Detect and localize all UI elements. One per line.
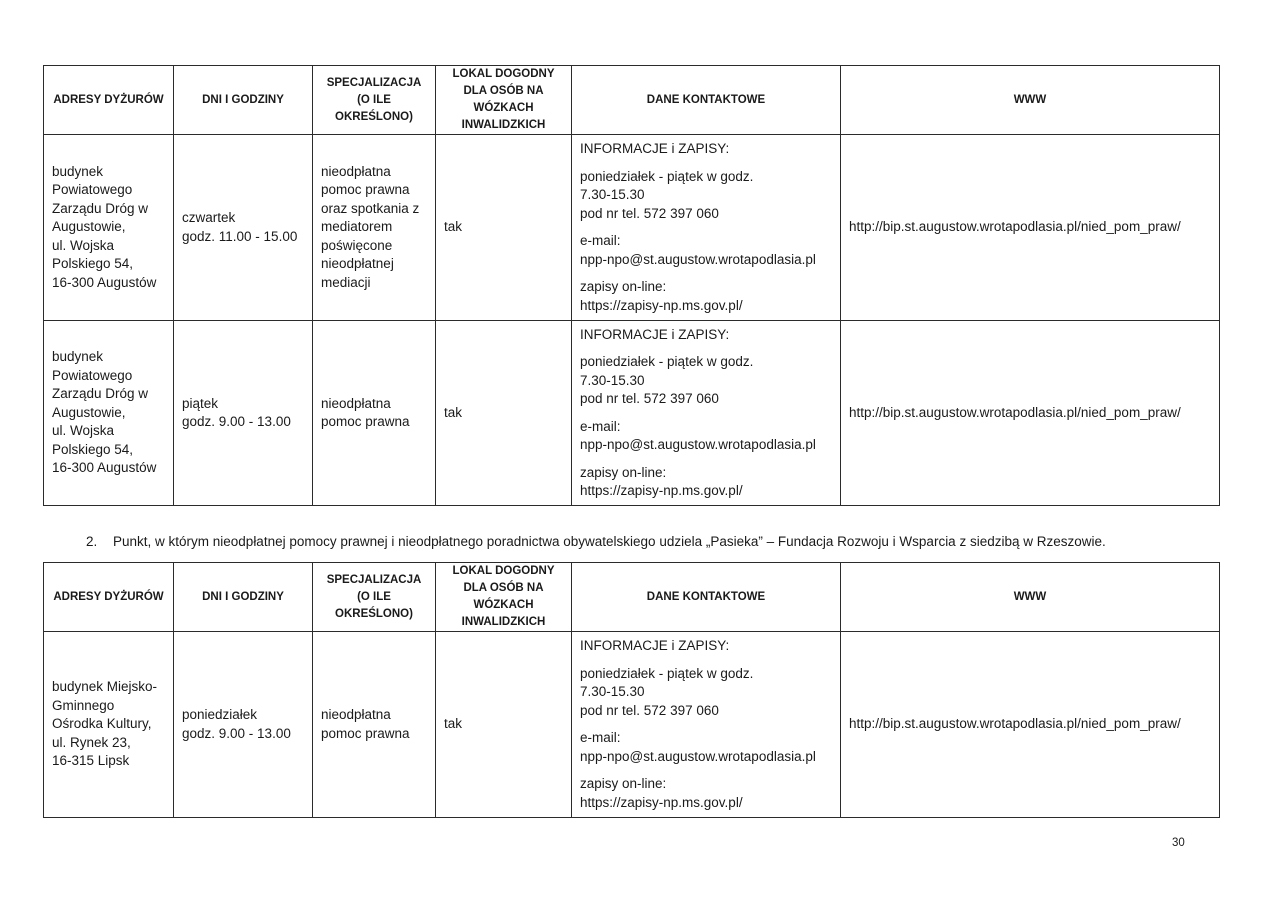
days-cell: czwartek godz. 11.00 - 15.00 [174, 135, 313, 321]
table-header-row [44, 66, 1220, 135]
email-link[interactable]: npp-npo@st.augustow.wrotapodlasia.pl [580, 748, 816, 764]
specialization-cell: nieodpłatna pomoc prawna [313, 632, 436, 818]
header-contact: DANE KONTAKTOWE [572, 563, 841, 632]
contact-cell [572, 632, 841, 818]
specialization-cell: nieodpłatna pomoc prawna oraz spotkania z mediatorem poświęcone nieodpłatnej mediacji [313, 135, 436, 321]
days-cell: piątek godz. 9.00 - 13.00 [174, 321, 313, 506]
table-header-row [44, 563, 1220, 632]
header-www: WWW [841, 66, 1220, 135]
online-booking-link[interactable]: https://zapisy-np.ms.gov.pl/ [580, 483, 743, 498]
contact-info-label: INFORMACJE i ZAPISY: [580, 638, 730, 653]
header-address: ADRESY DYŻURÓW [44, 66, 174, 135]
wheelchair-cell: tak [436, 135, 572, 321]
www-cell [841, 135, 1220, 321]
contact-online: zapisy on-line: https://zapisy-np.ms.gov.pl/ [580, 464, 832, 501]
header-contact: DANE KONTAKTOWE [572, 66, 841, 135]
duty-table-1 [43, 65, 1220, 506]
contact-email: e-mail: npp-npo@st.augustow.wrotapodlasia.pl [580, 418, 832, 455]
table-row [44, 321, 1220, 506]
wheelchair-cell: tak [436, 321, 572, 506]
contact-hours: poniedziałek - piątek w godz. 7.30-15.30 pod nr tel. 572 397 060 [580, 168, 754, 221]
contact-info-label: INFORMACJE i ZAPISY: [580, 141, 730, 156]
days-cell: poniedziałek godz. 9.00 - 13.00 [174, 632, 313, 818]
header-specialization: SPECJALIZACJA (O ILE OKREŚLONO) [313, 563, 436, 632]
email-link[interactable]: npp-npo@st.augustow.wrotapodlasia.pl [580, 251, 816, 267]
email-link[interactable]: npp-npo@st.augustow.wrotapodlasia.pl [580, 437, 816, 452]
online-booking-link[interactable]: https://zapisy-np.ms.gov.pl/ [580, 794, 743, 810]
contact-info-label: INFORMACJE i ZAPISY: [580, 326, 730, 342]
header-wheelchair: LOKAL DOGODNY DLA OSÓB NA WÓZKACH INWALIDZKICH [436, 563, 572, 632]
contact-email: e-mail: npp-npo@st.augustow.wrotapodlasia.pl [580, 729, 832, 766]
table-row [44, 135, 1220, 321]
header-days: DNI I GODZINY [174, 563, 313, 632]
contact-online: zapisy on-line: https://zapisy-np.ms.gov.pl/ [580, 775, 832, 812]
header-wheelchair: LOKAL DOGODNY DLA OSÓB NA WÓZKACH INWALIDZKICH [436, 66, 572, 135]
section-heading [86, 533, 1106, 551]
page-number: 30 [1172, 837, 1185, 849]
contact-hours: poniedziałek - piątek w godz. 7.30-15.30 pod nr tel. 572 397 060 [580, 354, 754, 406]
wheelchair-cell: tak [436, 632, 572, 818]
header-www: WWW [841, 563, 1220, 632]
address-cell: budynek Powiatowego Zarządu Dróg w Augustowie, ul. Wojska Polskiego 54, 16-300 Augustów [44, 321, 174, 506]
online-booking-link[interactable]: https://zapisy-np.ms.gov.pl/ [580, 297, 743, 313]
header-specialization: SPECJALIZACJA (O ILE OKREŚLONO) [313, 66, 436, 135]
duty-table-2 [43, 562, 1220, 818]
contact-cell [572, 135, 841, 321]
section-text: Punkt, w którym nieodpłatnej pomocy prawnej i nieodpłatnego poradnictwa obywatelskiego udziela „Pasieka” – Fundacja Rozwoju i Wsparcia z siedzibą w Rzeszowie. [113, 534, 1106, 549]
contact-online: zapisy on-line: https://zapisy-np.ms.gov.pl/ [580, 278, 832, 315]
contact-cell [572, 321, 841, 506]
address-cell: budynek Miejsko- Gminnego Ośrodka Kultury, ul. Rynek 23, 16-315 Lipsk [44, 632, 174, 818]
header-days: DNI I GODZINY [174, 66, 313, 135]
www-cell [841, 632, 1220, 818]
table-row [44, 632, 1220, 818]
www-link[interactable]: http://bip.st.augustow.wrotapodlasia.pl/nied_pom_praw/ [849, 219, 1181, 235]
contact-hours: poniedziałek - piątek w godz. 7.30-15.30 pod nr tel. 572 397 060 [580, 665, 754, 718]
www-link[interactable]: http://bip.st.augustow.wrotapodlasia.pl/nied_pom_praw/ [849, 404, 1181, 420]
www-cell [841, 321, 1220, 506]
contact-email: e-mail: npp-npo@st.augustow.wrotapodlasia.pl [580, 232, 832, 269]
section-number: 2. [86, 534, 98, 549]
header-address: ADRESY DYŻURÓW [44, 563, 174, 632]
address-cell: budynek Powiatowego Zarządu Dróg w Augustowie, ul. Wojska Polskiego 54, 16-300 Augustów [44, 135, 174, 321]
specialization-cell: nieodpłatna pomoc prawna [313, 321, 436, 506]
www-link[interactable]: http://bip.st.augustow.wrotapodlasia.pl/nied_pom_praw/ [849, 716, 1181, 732]
